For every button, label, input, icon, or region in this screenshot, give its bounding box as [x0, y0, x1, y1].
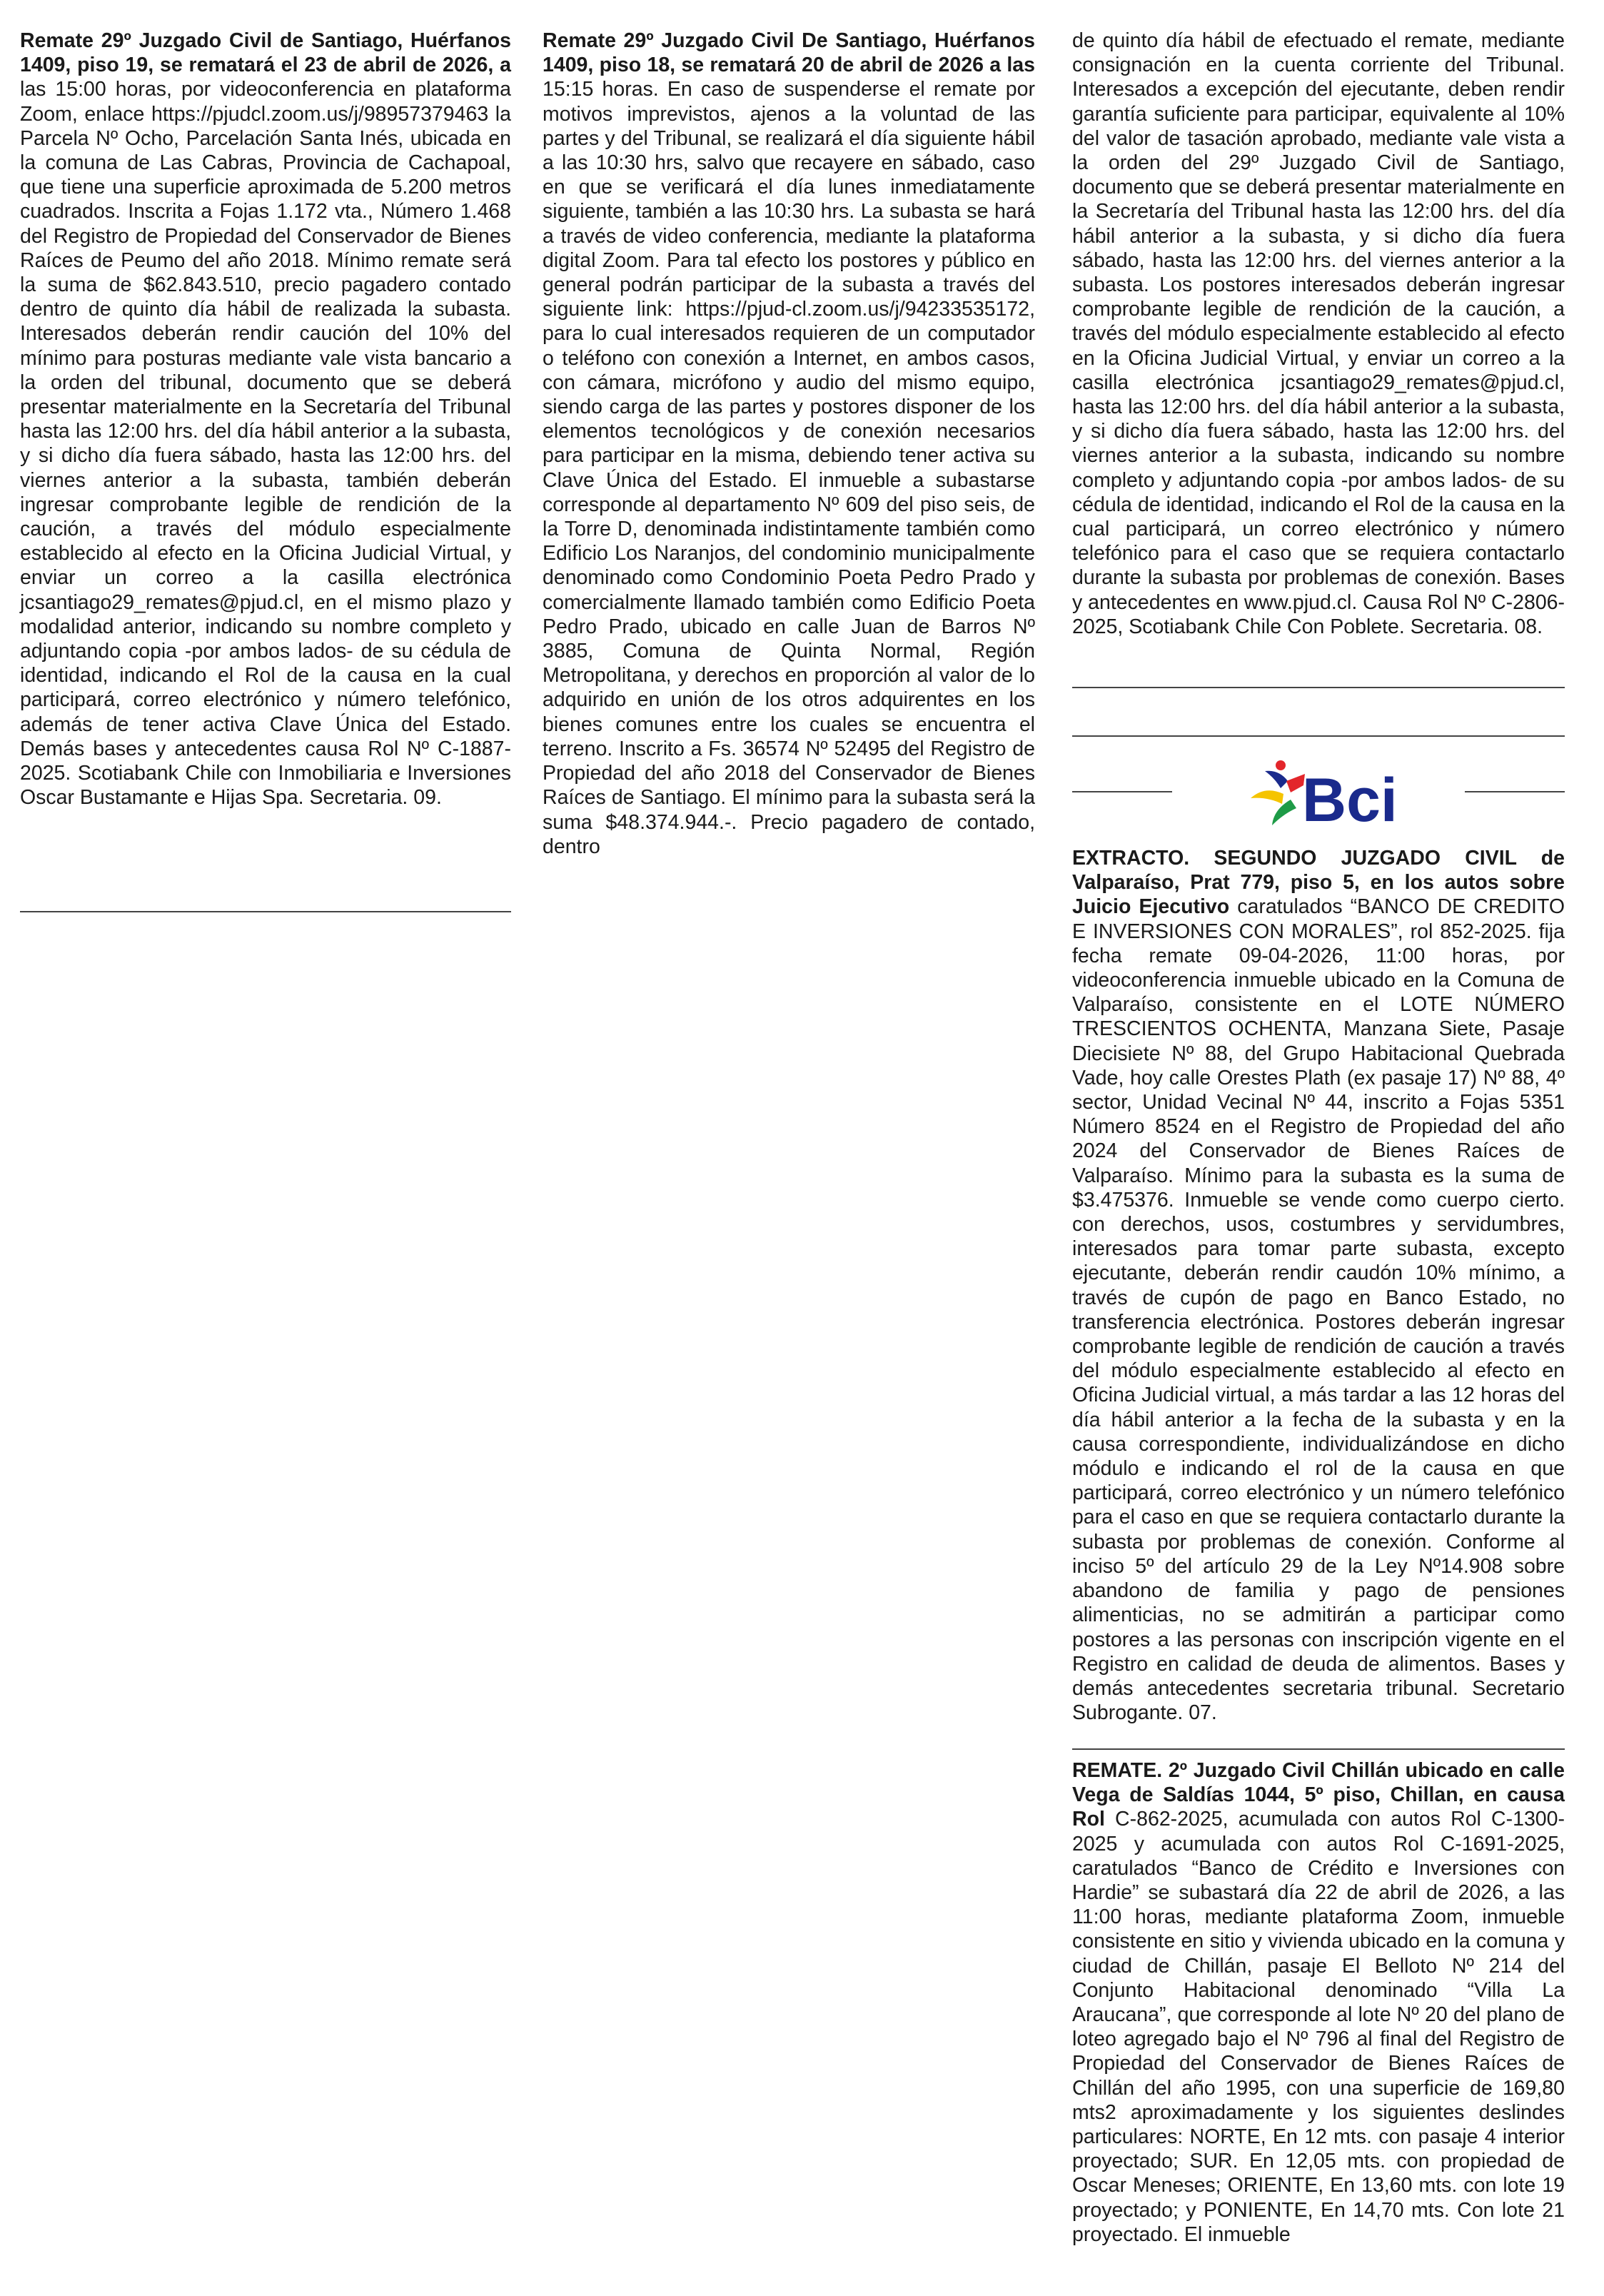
notice-remate-quinta-normal	[543, 29, 1035, 859]
notice-heading: Remate 29º Juzgado Civil De Santiago, Huérfanos 1409, piso 18, se rematará 20 de abril de 2026 a las	[543, 29, 1035, 77]
notice-remate-las-cabras	[20, 29, 511, 810]
bci-logo-block	[1072, 757, 1565, 835]
notice-remate-chillan	[1072, 1758, 1565, 2247]
divider	[20, 911, 511, 912]
notice-continuation-text: de quinto día hábil de efectuado el remate, mediante consignación en la cuenta corriente del Tribunal. Interesados a excepción del ejecutante, deben rendir garantía suficiente para participar, equivalente al 10% del valor de tasación aprobado, mediante vale vista a la orden del 29º Juzgado Civil de Santiago, documento que se deberá presentar materialmente en la Secretaría del Tribunal hasta las 12:00 hrs. del día hábil anterior a la subasta, y si dicho día fuera sábado, hasta las 12:00 hrs. del viernes anterior a la subasta. Los postores interesados deberán ingresar comprobante legible de rendición de la caución, a través del módulo especialmente establecido al efecto en la Oficina Judicial Virtual, y enviar un correo a la casilla electrónica jcsantiago29_remates@pjud.cl, hasta las 12:00 hrs. del día hábil anterior a la subasta, y si dicho día fuera sábado, hasta las 12:00 hrs. del viernes anterior a la subasta, indicando su nombre completo y adjuntando copia -por ambos lados- de su cédula de identidad, indicando el Rol de la causa en la cual participará, un correo electrónico y número telefónico para el caso que se requiera contactarlo durante la subasta por problemas de conexión. Bases y antecedentes en www.pjud.cl. Causa Rol Nº C-2806-2025, Scotiabank Chile Con Poblete. Secretaria. 08.	[1072, 29, 1565, 638]
divider	[1072, 687, 1565, 688]
logo-divider-right	[1465, 791, 1565, 792]
bci-logo	[1244, 757, 1422, 835]
notice-body: 15:15 horas. En caso de suspenderse el remate por motivos imprevistos, ajenos a la voluntad de las partes y del Tribunal, se realizará el día siguiente hábil a las 10:30 hrs, salvo que recayere en sábado, caso en que se verificará el día lunes inmediatamente siguiente, también a las 10:30 hrs. La subasta se hará a través de video conferencia, mediante la plataforma digital Zoom. Para tal efecto los postores y público en general podrán participar de la subasta a través del siguiente link: https://pjud-cl.zoom.us/j/94233535172, para lo cual interesados requieren de un computador o teléfono con conexión a Internet, en ambos casos, con cámara, micrófono y audio del mismo equipo, siendo carga de las partes y postores disponer de los elementos tecnológicos y de conexión necesarios para participar en la misma, debiendo tener activa su Clave Única del Estado. El inmueble a subastarse corresponde al departamento Nº 609 del piso seis, de la Torre D, denominada indistintamente también como Edificio Los Naranjos, del condominio municipalmente denominado como Condominio Poeta Pedro Prado y comercialmente llamado también como Edificio Poeta Pedro Prado, ubicado en calle Juan de Barros Nº 3885, Comuna de Quinta Normal, Región Metropolitana, y derechos en proporción al valor de lo adquirido en unión de los otros adquirentes en los bienes comunes entre los cuales se encuentra el terreno. Inscrito a Fs. 36574 Nº 52495 del Registro de Propiedad del año 2018 del Conservador de Bienes Raíces de Santiago. El mínimo para la subasta será la suma $48.374.944.-. Precio pagadero de contado, dentro	[543, 78, 1035, 858]
notice-extracto-valparaiso	[1072, 846, 1565, 1725]
logo-divider-left	[1072, 791, 1172, 792]
notice-body: las 15:00 horas, por videoconferencia en plataforma Zoom, enlace https://pjudcl.zoom.us/j/98957379463 la Parcela Nº Ocho, Parcelación Santa Inés, ubicada en la comuna de Las Cabras, Provincia de Cachapoal, que tiene una superficie aproximada de 5.200 metros cuadrados. Inscrita a Fojas 1.172 vta., Número 1.468 del Registro de Propiedad del Conservador de Bienes Raíces de Peumo del año 2018. Mínimo remate será la suma de $62.843.510, precio pagadero contado dentro de quinto día hábil de realizada la subasta. Interesados deberán rendir caución del 10% del mínimo para posturas mediante vale vista bancario a la orden del tribunal, documento que se deberá presentar materialmente en la Secretaría del Tribunal hasta las 12:00 hrs. del día hábil anterior a la subasta, y si dicho día fuera sábado, hasta las 12:00 hrs. del viernes anterior a la subasta, también deberán ingresar comprobante legible de rendición de la caución, a través del módulo especialmente establecido al efecto en la Oficina Judicial Virtual, y enviar un correo a la casilla electrónica jcsantiago29_remates@pjud.cl, en el mismo plazo y modalidad anterior, indicando su nombre completo y adjuntando copia -por ambos lados- de su cédula de identidad, indicando el Rol de la causa en la cual participará, correo electrónico y número telefónico, además de tener activa Clave Única del Estado. Demás bases y antecedentes causa Rol Nº C-1887-2025. Scotiabank Chile con Inmobiliaria e Inversiones Oscar Bustamante e Hijas Spa. Secretaria. 09.	[20, 78, 511, 810]
divider	[1072, 735, 1565, 737]
notice-heading: REMATE. 2º Juzgado Civil Chillán ubicado en calle Vega de Saldías 1044, 5º piso, Chillan, en causa Rol	[1072, 1759, 1565, 1831]
notice-body: C-862-2025, acumulada con autos Rol C-1300-2025 y acumulada con autos Rol C-1691-2025, caratulados “Banco de Crédito e Inversiones con Hardie” se subastará día 22 de abril de 2026, a las 11:00 horas, mediante plataforma Zoom, inmueble consistente en sitio y vivienda ubicado en la comuna y ciudad de Chillán, pasaje El Belloto Nº 214 del Conjunto Habitacional denominado “Villa La Araucana”, que corresponde al lote Nº 20 del plano de loteo agregado bajo el Nº 796 al final del Registro de Propiedad del Conservador de Bienes Raíces de Chillán del año 1995, con una superficie de 169,80 mts2 aproximadamente y los siguientes deslindes particulares: NORTE, En 12 mts. con pasaje 4 interior proyectado; SUR. En 12,05 mts. con propiedad de Oscar Meneses; ORIENTE, En 13,60 mts. con lote 19 proyectado; y PONIENTE, En 14,70 mts. Con lote 21 proyectado. El inmueble	[1072, 1808, 1565, 2246]
divider	[1072, 1748, 1565, 1750]
notice-body: caratulados “BANCO DE CREDITO E INVERSIONES CON MORALES”, rol 852-2025. fija fecha remate 09-04-2026, 11:00 horas, por videoconferencia inmueble ubicado en la Comuna de Valparaíso, consistente en el LOTE NÚMERO TRESCIENTOS OCHENTA, Manzana Siete, Pasaje Diecisiete Nº 88, del Grupo Habitacional Quebrada Vade, hoy calle Orestes Plath (ex pasaje 17) Nº 88, 4º sector, Unidad Vecinal Nº 44, inscrito a Fojas 5351 Número 8524 en el Registro de Propiedad del año 2024 del Conservador de Bienes Raíces de Valparaíso. Mínimo para la subasta es la suma de $3.475376. Inmueble se vende como cuerpo cierto. con derechos, usos, costumbres y servidumbres, interesados para tomar parte subasta, excepto ejecutante, deberán rendir caudón 10% mínimo, a través de cupón de pago en Banco Estado, no transferencia electrónica. Postores deberán ingresar comprobante legible de rendición de caución a través del módulo especialmente establecido al efecto en Oficina Judicial virtual, a más tardar a las 12 horas del día hábil anterior a la fecha de la subasta y en la causa correspondiente, individualizándose en dicho módulo e indicando el rol de la causa en que participará, correo electrónico y un número telefónico para el caso en que se requiera contactarlo durante la subasta por problemas de conexión. Conforme al inciso 5º del artículo 29 de la Ley Nº14.908 sobre abandono de familia y pago de pensiones alimenticias, no se admitirán a participar como postores a las personas con inscripción vigente en el Registro en calidad de deuda de alimentos. Bases y demás antecedentes secretaria tribunal. Secretario Subrogante. 07.	[1072, 895, 1565, 1725]
logo-wordmark: Bci	[1302, 766, 1398, 835]
notice-heading: EXTRACTO. SEGUNDO JUZGADO CIVIL de Valparaíso, Prat 779, piso 5, en los autos sobre Juicio Ejecutivo	[1072, 847, 1565, 919]
notice-heading: Remate 29º Juzgado Civil de Santiago, Huérfanos 1409, piso 19, se rematará el 23 de abril de 2026, a	[20, 29, 511, 77]
notice-continuation	[1072, 29, 1565, 639]
